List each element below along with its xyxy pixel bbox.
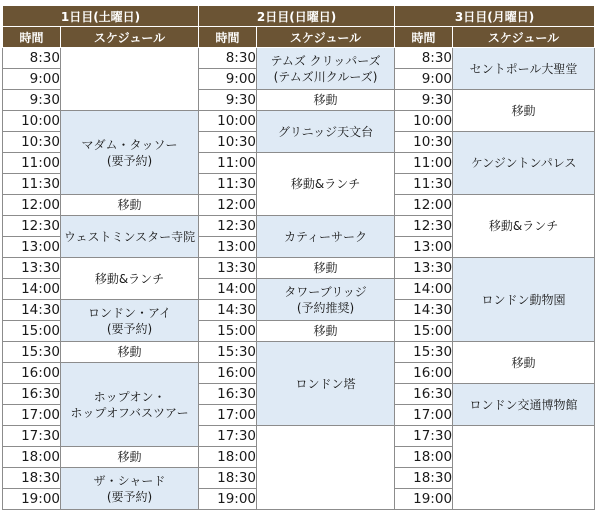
day-3-time-label: 時間 <box>395 27 453 48</box>
activity-cell <box>61 363 199 447</box>
activity-text: ケンジントンパレス <box>470 156 577 170</box>
activity-text: ウェストミンスター寺院 <box>63 229 196 244</box>
time-cell: 17:00 <box>199 405 257 426</box>
time-cell: 19:00 <box>199 489 257 510</box>
time-cell: 9:30 <box>199 90 257 111</box>
time-cell: 9:00 <box>199 69 257 90</box>
time-cell: 17:00 <box>395 405 453 426</box>
activity-text: 移動 <box>313 93 338 107</box>
time-cell: 9:00 <box>395 69 453 90</box>
time-cell: 13:30 <box>395 258 453 279</box>
time-cell: 13:30 <box>199 258 257 279</box>
day-1-schedule-label: スケジュール <box>61 27 199 48</box>
time-cell: 16:30 <box>395 384 453 405</box>
activity-cell <box>257 279 395 321</box>
activity-cell <box>257 90 395 111</box>
time-cell: 11:30 <box>199 174 257 195</box>
activity-cell <box>453 132 595 195</box>
time-cell: 14:00 <box>395 279 453 300</box>
time-cell: 8:30 <box>199 48 257 69</box>
day-2-schedule-label: スケジュール <box>257 27 395 48</box>
time-cell: 17:30 <box>395 426 453 447</box>
activity-text: (要予約) <box>106 153 153 168</box>
activity-text: (要予約) <box>106 489 153 504</box>
activity-text: 移動&ランチ <box>290 177 361 191</box>
time-cell: 16:00 <box>395 363 453 384</box>
activity-text: セントポール大聖堂 <box>469 61 578 76</box>
time-cell: 12:30 <box>199 216 257 237</box>
activity-text: グリニッジ天文台 <box>277 124 374 139</box>
time-cell: 9:00 <box>3 69 61 90</box>
activity-text: (要予約) <box>106 321 153 336</box>
time-cell: 16:00 <box>199 363 257 384</box>
activity-text: 移動 <box>313 324 338 338</box>
activity-cell <box>61 111 199 195</box>
activity-text: ホップオフバスツアー <box>70 405 189 420</box>
column-label-row <box>3 27 595 48</box>
time-cell: 8:30 <box>3 48 61 69</box>
time-row <box>3 258 595 279</box>
time-cell: 18:30 <box>199 468 257 489</box>
activity-text: ロンドン・アイ <box>88 305 171 320</box>
activity-text: ロンドン動物園 <box>481 292 566 307</box>
time-cell: 9:30 <box>395 90 453 111</box>
time-cell: 12:00 <box>3 195 61 216</box>
time-cell: 14:30 <box>199 300 257 321</box>
activity-cell <box>257 426 395 510</box>
activity-cell <box>453 48 595 90</box>
time-cell: 11:00 <box>395 153 453 174</box>
schedule-table <box>2 5 595 510</box>
activity-cell <box>61 216 199 258</box>
time-cell: 10:00 <box>199 111 257 132</box>
activity-text: 移動 <box>511 103 536 118</box>
activity-cell <box>257 321 395 342</box>
time-cell: 14:00 <box>3 279 61 300</box>
time-cell: 12:00 <box>395 195 453 216</box>
day-2-time-label: 時間 <box>199 27 257 48</box>
time-cell: 10:30 <box>3 132 61 153</box>
time-cell: 10:30 <box>199 132 257 153</box>
activity-text: タワーブリッジ <box>284 284 367 299</box>
activity-cell <box>61 195 199 216</box>
activity-cell <box>61 258 199 300</box>
time-cell: 11:30 <box>3 174 61 195</box>
time-cell: 18:30 <box>3 468 61 489</box>
activity-cell <box>61 300 199 342</box>
day-3-schedule-label: スケジュール <box>453 27 595 48</box>
time-cell: 18:00 <box>3 447 61 468</box>
time-row <box>3 48 595 69</box>
activity-cell <box>453 426 595 510</box>
time-cell: 10:30 <box>395 132 453 153</box>
time-cell: 18:00 <box>395 447 453 468</box>
time-cell: 16:30 <box>3 384 61 405</box>
activity-cell <box>453 384 595 426</box>
time-cell: 13:30 <box>3 258 61 279</box>
activity-text: ザ・シャード <box>93 473 166 488</box>
time-cell: 13:00 <box>395 237 453 258</box>
time-cell: 17:30 <box>3 426 61 447</box>
activity-text: 移動&ランチ <box>488 219 559 233</box>
time-cell: 19:00 <box>395 489 453 510</box>
activity-cell <box>257 48 395 90</box>
activity-cell <box>61 342 199 363</box>
time-cell: 11:30 <box>395 174 453 195</box>
activity-cell <box>257 216 395 258</box>
time-cell: 11:00 <box>3 153 61 174</box>
activity-cell <box>257 258 395 279</box>
activity-text: ロンドン塔 <box>295 376 356 391</box>
time-cell: 16:00 <box>3 363 61 384</box>
time-cell: 13:00 <box>3 237 61 258</box>
activity-cell <box>453 195 595 258</box>
time-cell: 15:00 <box>395 321 453 342</box>
activity-text: ロンドン交通博物館 <box>469 397 578 412</box>
time-cell: 15:00 <box>199 321 257 342</box>
activity-text: テムズ クリッパーズ <box>270 53 381 68</box>
time-cell: 13:00 <box>199 237 257 258</box>
day-title-row <box>3 6 595 27</box>
activity-text: ホップオン・ <box>93 389 166 404</box>
time-cell: 15:30 <box>199 342 257 363</box>
activity-text: カティーサーク <box>284 229 368 244</box>
time-cell: 9:30 <box>3 90 61 111</box>
activity-cell <box>257 111 395 153</box>
time-cell: 11:00 <box>199 153 257 174</box>
time-cell: 18:30 <box>395 468 453 489</box>
activity-text: 移動 <box>313 261 338 275</box>
time-cell: 12:00 <box>199 195 257 216</box>
activity-cell <box>61 468 199 510</box>
activity-text: 移動 <box>117 450 142 464</box>
schedule-header <box>3 6 595 48</box>
schedule-body <box>3 48 595 510</box>
activity-text: 移動 <box>117 198 142 212</box>
activity-cell <box>453 258 595 342</box>
activity-cell <box>61 447 199 468</box>
time-cell: 10:00 <box>395 111 453 132</box>
time-cell: 12:30 <box>3 216 61 237</box>
time-cell: 8:30 <box>395 48 453 69</box>
activity-cell <box>453 90 595 132</box>
time-cell: 17:00 <box>3 405 61 426</box>
time-cell: 15:00 <box>3 321 61 342</box>
day-3-title: 3日目(月曜日) <box>395 6 595 27</box>
activity-text: マダム・タッソー <box>81 137 178 152</box>
day-1-title: 1日目(土曜日) <box>3 6 199 27</box>
time-cell: 14:00 <box>199 279 257 300</box>
time-cell: 10:00 <box>3 111 61 132</box>
time-row <box>3 342 595 363</box>
time-cell: 17:30 <box>199 426 257 447</box>
activity-cell <box>61 48 199 111</box>
time-cell: 15:30 <box>395 342 453 363</box>
activity-text: 移動 <box>117 345 142 359</box>
activity-text: (予約推奨) <box>296 300 355 315</box>
day-1-time-label: 時間 <box>3 27 61 48</box>
activity-text: 移動 <box>511 355 536 370</box>
time-cell: 18:00 <box>199 447 257 468</box>
activity-text: (テムズ川クルーズ) <box>273 69 378 84</box>
time-cell: 19:00 <box>3 489 61 510</box>
time-cell: 16:30 <box>199 384 257 405</box>
time-cell: 12:30 <box>395 216 453 237</box>
activity-cell <box>453 342 595 384</box>
day-2-title: 2日目(日曜日) <box>199 6 395 27</box>
time-cell: 14:30 <box>395 300 453 321</box>
activity-text: 移動&ランチ <box>94 271 165 286</box>
activity-cell <box>257 342 395 426</box>
time-cell: 15:30 <box>3 342 61 363</box>
time-cell: 14:30 <box>3 300 61 321</box>
activity-cell <box>257 153 395 216</box>
